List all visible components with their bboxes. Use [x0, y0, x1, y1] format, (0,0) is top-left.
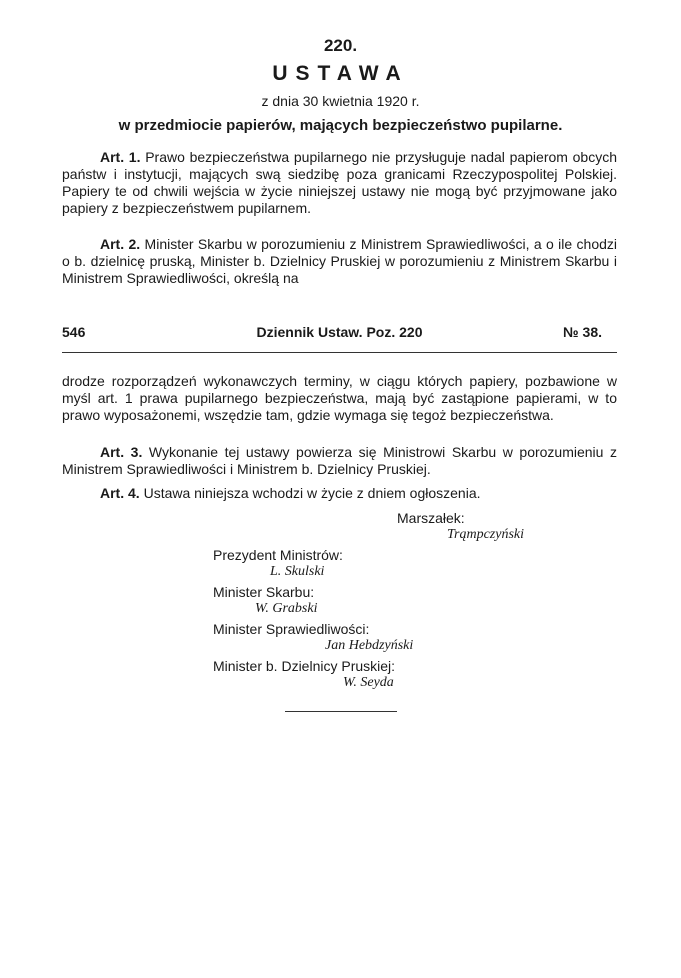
- justice-signature: Jan Hebdzyński: [325, 638, 414, 653]
- article-4-label: Art. 4.: [100, 485, 140, 501]
- marshal-title: Marszałek:: [397, 510, 465, 526]
- marshal-signature: Trąmpczyński: [447, 527, 524, 542]
- article-2-text-b: drodze rozporządzeń wykonawczych terminy, w ciągu których papiery, pozbawione w myśl art. 1 prawa pupilarnego bezpieczeństwa, mają być zastąpione papierami, w to prawo wyposażonemi, wszędzie tam, gdzie wymaga się tegoż bezpieczeństwa.: [62, 373, 617, 423]
- article-4-text: Ustawa niniejsza wchodzi w życie z dniem ogłoszenia.: [143, 485, 481, 501]
- article-3-text: Wykonanie tej ustawy powierza się Ministrowi Skarbu w porozumieniu z Ministrem Sprawiedliwości i Ministrem b. Dzielnicy Pruskiej.: [62, 444, 618, 477]
- prussia-signature: W. Seyda: [343, 675, 394, 690]
- article-1: [62, 149, 617, 217]
- pm-title: Prezydent Ministrów:: [213, 547, 343, 563]
- act-number: 220.: [323, 36, 358, 55]
- article-2-part-2: [62, 373, 617, 424]
- pm-signature: L. Skulski: [270, 564, 325, 579]
- article-2-part-1: [62, 236, 617, 287]
- issue-number: № 38.: [563, 324, 602, 340]
- article-4: [62, 485, 617, 502]
- closing-rule: [285, 711, 397, 712]
- header-rule: [62, 352, 617, 353]
- treasury-signature: W. Grabski: [255, 601, 318, 616]
- act-title: USTAWA: [272, 62, 409, 85]
- article-3: [62, 444, 617, 478]
- article-1-label: Art. 1.: [100, 149, 141, 165]
- justice-title: Minister Sprawiedliwości:: [213, 621, 370, 637]
- page-number: 546: [62, 324, 86, 340]
- treasury-title: Minister Skarbu:: [213, 584, 315, 600]
- article-1-text: Prawo bezpieczeństwa pupilarnego nie przysługuje nadal papierom obcych państw i instytucji, mających swą siedzibę poza granicami Rzeczypospolitej Polskiej. Papiery te od chwili wejścia w życie niniejszej ustawy nie mogą być przyjmowane jako papiery z bezpieczeństwem pupilarnem.: [62, 149, 617, 216]
- prussia-title: Minister b. Dzielnicy Pruskiej:: [213, 658, 396, 674]
- act-date: z dnia 30 kwietnia 1920 r.: [261, 93, 420, 109]
- article-2-text-a: Minister Skarbu w porozumieniu z Ministrem Sprawiedliwości, a o ile chodzi o b. dzielnicę pruską, Minister b. Dzielnicy Pruskiej w porozumieniu z Ministrem Skarbu i Ministrem Sprawiedliwości, określą na: [62, 236, 617, 286]
- journal-title: Dziennik Ustaw. Poz. 220: [256, 324, 423, 340]
- act-subject: w przedmiocie papierów, mających bezpieczeństwo pupilarne.: [118, 117, 563, 134]
- article-3-label: Art. 3.: [100, 444, 143, 460]
- article-2-label: Art. 2.: [100, 236, 141, 252]
